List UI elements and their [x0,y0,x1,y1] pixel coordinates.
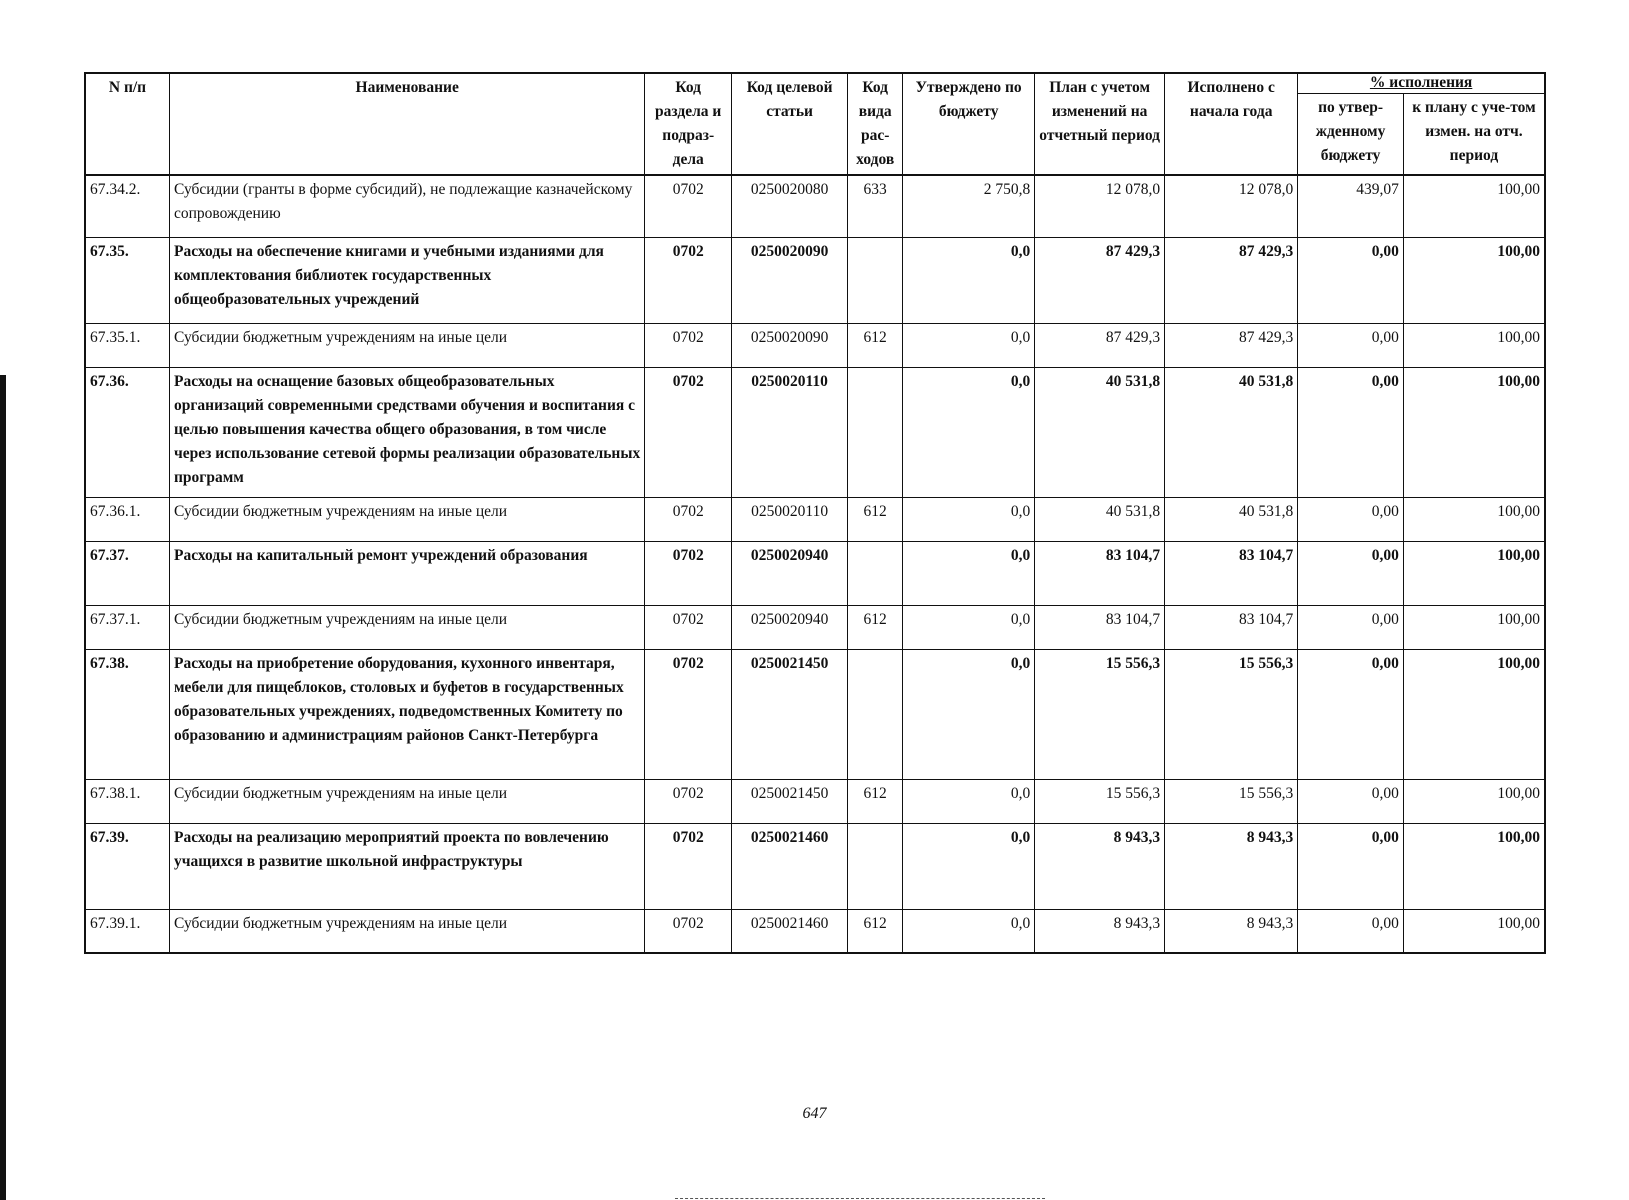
row-plan: 8 943,3 [1035,823,1165,909]
row-target-code: 0250021450 [732,779,848,823]
header-executed: Исполнено с начала года [1165,73,1298,175]
header-section-code: Код раздела и подраз-дела [645,73,732,175]
header-target-code: Код целевой статьи [732,73,848,175]
row-target-code: 0250020110 [732,367,848,497]
row-expense-code [848,367,903,497]
row-section-code: 0702 [645,823,732,909]
row-expense-code: 612 [848,909,903,953]
row-section-code: 0702 [645,779,732,823]
table-row [85,497,1545,541]
header-pct-group [1298,73,1545,94]
row-plan: 12 078,0 [1035,175,1165,237]
row-target-code: 0250020110 [732,497,848,541]
row-executed: 87 429,3 [1165,323,1298,367]
row-num: 67.38.1. [85,779,170,823]
table-row [85,175,1545,237]
row-executed: 87 429,3 [1165,237,1298,323]
row-pct-plan: 100,00 [1403,909,1545,953]
row-expense-code: 612 [848,605,903,649]
row-name: Субсидии бюджетным учреждениям на иные цели [170,323,645,367]
budget-execution-table [84,72,1546,954]
table-row [85,605,1545,649]
row-target-code: 0250020090 [732,237,848,323]
header-approved: Утверждено по бюджету [903,73,1035,175]
row-target-code: 0250020940 [732,605,848,649]
row-pct-budget: 0,00 [1298,779,1404,823]
row-num: 67.39. [85,823,170,909]
row-plan: 83 104,7 [1035,541,1165,605]
row-plan: 15 556,3 [1035,649,1165,779]
row-section-code: 0702 [645,175,732,237]
row-plan: 40 531,8 [1035,367,1165,497]
row-approved: 0,0 [903,323,1035,367]
row-executed: 15 556,3 [1165,649,1298,779]
header-pct-group-label: % исполнения [1369,74,1473,91]
row-num: 67.36.1. [85,497,170,541]
row-approved: 0,0 [903,909,1035,953]
row-name: Субсидии бюджетным учреждениям на иные цели [170,497,645,541]
row-pct-budget: 0,00 [1298,605,1404,649]
table-row [85,649,1545,779]
row-target-code: 0250021460 [732,909,848,953]
row-approved: 0,0 [903,497,1035,541]
row-executed: 12 078,0 [1165,175,1298,237]
row-approved: 2 750,8 [903,175,1035,237]
row-section-code: 0702 [645,237,732,323]
row-approved: 0,0 [903,823,1035,909]
row-num: 67.36. [85,367,170,497]
header-num: N п/п [85,73,170,175]
row-approved: 0,0 [903,605,1035,649]
row-section-code: 0702 [645,541,732,605]
row-num: 67.35.1. [85,323,170,367]
row-pct-plan: 100,00 [1403,497,1545,541]
row-executed: 40 531,8 [1165,367,1298,497]
row-section-code: 0702 [645,909,732,953]
row-executed: 40 531,8 [1165,497,1298,541]
row-target-code: 0250021450 [732,649,848,779]
row-plan: 87 429,3 [1035,237,1165,323]
header-name: Наименование [170,73,645,175]
row-name: Расходы на обеспечение книгами и учебными изданиями для комплектования библиотек государственных общеобразовательных учреждений [170,237,645,323]
row-num: 67.39.1. [85,909,170,953]
table-row [85,779,1545,823]
row-pct-plan: 100,00 [1403,823,1545,909]
row-expense-code [848,541,903,605]
row-target-code: 0250021460 [732,823,848,909]
row-pct-budget: 0,00 [1298,497,1404,541]
bottom-divider [675,1198,1045,1199]
header-plan: План с учетом изменений на отчетный период [1035,73,1165,175]
row-expense-code: 612 [848,323,903,367]
row-pct-plan: 100,00 [1403,323,1545,367]
row-pct-budget: 0,00 [1298,367,1404,497]
row-pct-plan: 100,00 [1403,649,1545,779]
row-executed: 15 556,3 [1165,779,1298,823]
row-pct-plan: 100,00 [1403,541,1545,605]
row-expense-code [848,823,903,909]
row-target-code: 0250020080 [732,175,848,237]
table-row [85,237,1545,323]
row-expense-code: 612 [848,497,903,541]
row-pct-plan: 100,00 [1403,779,1545,823]
header-expense-code: Код вида рас-ходов [848,73,903,175]
table-body [85,175,1545,953]
row-pct-plan: 100,00 [1403,175,1545,237]
row-name: Субсидии (гранты в форме субсидий), не подлежащие казначейскому сопровождению [170,175,645,237]
page-number: 647 [802,1105,827,1122]
row-name: Расходы на оснащение базовых общеобразовательных организаций современными средствами обучения и воспитания с целью повышения качества общего образования, в том числе через использование сетевой формы реализации образовательных программ [170,367,645,497]
row-name: Расходы на капитальный ремонт учреждений образования [170,541,645,605]
row-target-code: 0250020940 [732,541,848,605]
row-num: 67.35. [85,237,170,323]
row-pct-budget: 0,00 [1298,909,1404,953]
row-expense-code: 612 [848,779,903,823]
row-target-code: 0250020090 [732,323,848,367]
row-section-code: 0702 [645,605,732,649]
row-executed: 8 943,3 [1165,823,1298,909]
row-name: Субсидии бюджетным учреждениям на иные цели [170,909,645,953]
row-pct-budget: 0,00 [1298,237,1404,323]
row-expense-code [848,649,903,779]
row-section-code: 0702 [645,497,732,541]
row-pct-budget: 0,00 [1298,823,1404,909]
table-row [85,367,1545,497]
row-plan: 15 556,3 [1035,779,1165,823]
row-plan: 87 429,3 [1035,323,1165,367]
row-pct-plan: 100,00 [1403,605,1545,649]
row-approved: 0,0 [903,779,1035,823]
row-num: 67.34.2. [85,175,170,237]
header-pct-plan: к плану с уче-том измен. на отч. период [1403,94,1545,176]
row-pct-plan: 100,00 [1403,237,1545,323]
row-name: Расходы на приобретение оборудования, кухонного инвентаря, мебели для пищеблоков, столовых и буфетов в государственных образовательных учреждениях, подведомственных Комитету по образованию и администрациям районов Санкт-Петербурга [170,649,645,779]
row-num: 67.37.1. [85,605,170,649]
row-pct-budget: 439,07 [1298,175,1404,237]
row-pct-budget: 0,00 [1298,541,1404,605]
row-plan: 8 943,3 [1035,909,1165,953]
row-expense-code [848,237,903,323]
row-section-code: 0702 [645,367,732,497]
row-executed: 8 943,3 [1165,909,1298,953]
table-row [85,323,1545,367]
row-expense-code: 633 [848,175,903,237]
row-pct-budget: 0,00 [1298,649,1404,779]
row-name: Субсидии бюджетным учреждениям на иные цели [170,779,645,823]
row-name: Субсидии бюджетным учреждениям на иные цели [170,605,645,649]
row-name: Расходы на реализацию мероприятий проекта по вовлечению учащихся в развитие школьной инфраструктуры [170,823,645,909]
row-approved: 0,0 [903,541,1035,605]
row-executed: 83 104,7 [1165,541,1298,605]
scan-edge-bar [0,375,6,1200]
table-row [85,823,1545,909]
row-executed: 83 104,7 [1165,605,1298,649]
row-approved: 0,0 [903,237,1035,323]
row-pct-budget: 0,00 [1298,323,1404,367]
row-approved: 0,0 [903,367,1035,497]
header-pct-budget: по утвер-жденному бюджету [1298,94,1404,176]
row-num: 67.38. [85,649,170,779]
row-section-code: 0702 [645,323,732,367]
table-row [85,541,1545,605]
row-section-code: 0702 [645,649,732,779]
table-row [85,909,1545,953]
row-num: 67.37. [85,541,170,605]
row-plan: 40 531,8 [1035,497,1165,541]
row-approved: 0,0 [903,649,1035,779]
row-plan: 83 104,7 [1035,605,1165,649]
row-pct-plan: 100,00 [1403,367,1545,497]
